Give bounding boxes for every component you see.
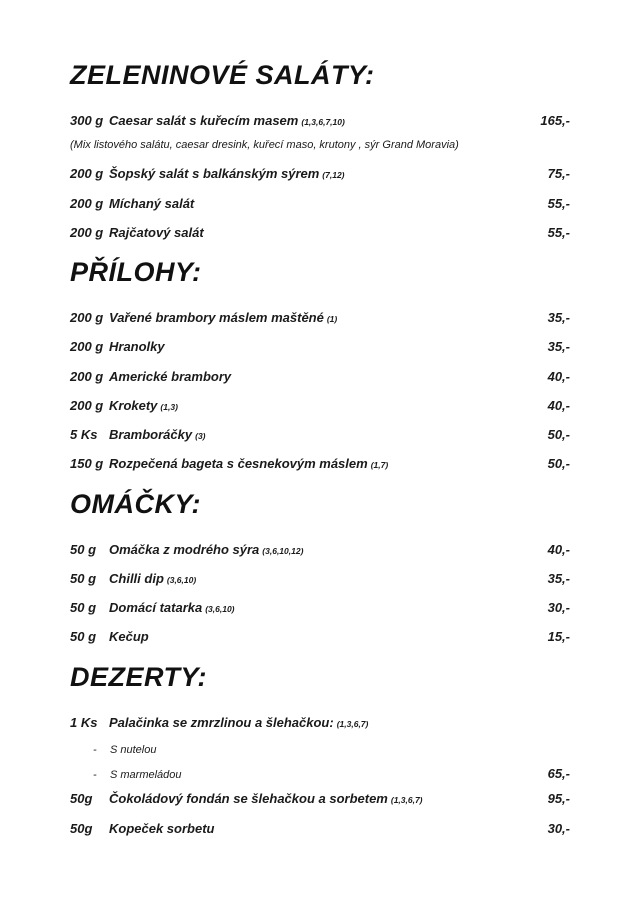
- item-name-group: [109, 715, 560, 731]
- item-name: Caesar salát s kuřecím masem: [109, 113, 299, 128]
- item-price: 35,-: [547, 339, 570, 355]
- item-name: Omáčka z modrého sýra: [109, 541, 260, 557]
- menu-section: [70, 662, 570, 837]
- item-name: Kopeček sorbetu: [109, 820, 215, 836]
- item-allergens: (1,3,6,7): [390, 795, 423, 806]
- item-note: (Mix listového salátu, caesar dresink, kuřecí maso, krutony , sýr Grand Moravia): [70, 139, 459, 152]
- item-name-group: [109, 571, 538, 587]
- item-name: Americké brambory: [109, 368, 232, 384]
- menu-section: [70, 257, 570, 473]
- item-quantity: 5 Ks: [70, 427, 98, 443]
- item-quantity: 50g: [70, 820, 93, 836]
- item-name-group: [109, 225, 538, 241]
- item-allergens: (3,6,10): [166, 574, 197, 585]
- section-heading: DEZERTY:: [70, 661, 208, 692]
- item-name: Hranolky: [109, 339, 165, 355]
- item-name-group: [109, 629, 538, 645]
- item-price: 30,-: [547, 820, 570, 836]
- item-price: 95,-: [547, 791, 570, 807]
- item-price: 40,-: [547, 541, 570, 557]
- menu-section: [70, 489, 570, 646]
- item-quantity: 200 g: [70, 224, 104, 240]
- item-name: Domácí tatarka: [109, 600, 203, 616]
- item-name-group: [109, 427, 538, 443]
- item-allergens: (1,3,6,7): [336, 718, 369, 729]
- item-allergens: (1): [326, 314, 338, 325]
- sub-item-price: 65,-: [547, 766, 570, 782]
- section-heading: OMÁČKY:: [70, 488, 201, 519]
- item-name-group: [109, 166, 538, 182]
- item-name: Míchaný salát: [109, 195, 195, 211]
- item-quantity: 150 g: [70, 456, 104, 472]
- item-name: Bramboráčky: [109, 427, 193, 443]
- menu-item-row: [70, 629, 570, 645]
- item-price: 35,-: [547, 570, 570, 586]
- item-name: Kečup: [109, 629, 149, 645]
- item-quantity: 50 g: [70, 541, 97, 557]
- item-name-group: [109, 821, 538, 837]
- item-price: 75,-: [547, 166, 570, 182]
- item-allergens: (3,6,10,12): [262, 545, 304, 556]
- menu-item-row: [70, 398, 570, 414]
- item-name-group: [109, 542, 538, 558]
- item-name: Vařené brambory máslem maštěné: [109, 310, 324, 326]
- item-price: 50,-: [547, 427, 570, 443]
- item-name-group: [109, 196, 538, 212]
- item-quantity: 200 g: [70, 195, 104, 211]
- item-price: 55,-: [547, 195, 570, 211]
- sub-item-name: S nutelou: [110, 743, 157, 756]
- item-quantity: 200 g: [70, 368, 104, 384]
- section-heading: PŘÍLOHY:: [70, 257, 202, 288]
- item-price: 30,-: [547, 600, 570, 616]
- item-quantity: 200 g: [70, 166, 104, 182]
- item-quantity: 200 g: [70, 310, 104, 326]
- menu-item-row: [70, 791, 570, 807]
- item-name: Rajčatový salát: [109, 224, 204, 240]
- item-name-group: [109, 339, 538, 355]
- menu-item-row: [70, 715, 570, 731]
- menu-item-row: [70, 339, 570, 355]
- item-allergens: (1,7): [370, 460, 389, 471]
- item-quantity: 200 g: [70, 339, 104, 355]
- menu-item-row: [70, 369, 570, 385]
- item-name: Chilli dip: [109, 570, 164, 586]
- item-quantity: 1 Ks: [70, 714, 98, 730]
- item-name-group: [109, 456, 538, 472]
- item-name: Krokety: [109, 397, 158, 413]
- sub-item-bullet: -: [93, 743, 97, 756]
- item-quantity: 50 g: [70, 629, 97, 645]
- item-name-group: [109, 791, 538, 807]
- item-name-group: [109, 369, 538, 385]
- menu-section: [70, 60, 570, 241]
- menu-item-row: [70, 600, 570, 616]
- section-heading: ZELENINOVÉ SALÁTY:: [70, 60, 375, 90]
- item-name: Rozpečená bageta s česnekovým máslem: [109, 456, 368, 472]
- item-name-group: [109, 310, 538, 326]
- menu-item-row: [70, 113, 570, 129]
- item-allergens: (3): [195, 431, 206, 442]
- item-price: 40,-: [547, 368, 570, 384]
- menu-item-row: [70, 225, 570, 241]
- sub-item-name: S marmeládou: [110, 769, 182, 782]
- item-allergens: (3,6,10): [205, 604, 235, 615]
- menu-sub-item-row: [70, 766, 570, 782]
- item-quantity: 50 g: [70, 600, 97, 616]
- menu-item-row: [70, 310, 570, 326]
- item-price: 50,-: [547, 456, 570, 472]
- item-quantity: 300 g: [70, 113, 104, 128]
- item-allergens: (1,3,6,7,10): [301, 117, 345, 127]
- menu-item-row: [70, 456, 570, 472]
- item-name: Čokoládový fondán se šlehačkou a sorbetem: [109, 791, 388, 807]
- item-allergens: (1,3): [160, 401, 178, 412]
- item-name-group: [109, 600, 538, 616]
- item-price: 165,-: [540, 113, 570, 128]
- menu-item-row: [70, 821, 570, 837]
- menu-item-row: [70, 196, 570, 212]
- item-quantity: 50 g: [70, 570, 97, 586]
- item-name-group: [109, 398, 538, 414]
- item-quantity: 50g: [70, 791, 93, 807]
- item-name-group: [109, 113, 530, 129]
- item-price: 15,-: [547, 629, 570, 645]
- item-price: 40,-: [547, 397, 570, 413]
- menu-item-row: [70, 166, 570, 182]
- item-price: 35,-: [547, 310, 570, 326]
- item-name: Palačinka se zmrzlinou a šlehačkou:: [109, 714, 334, 730]
- sub-item-bullet: -: [93, 769, 97, 782]
- item-name: Šopský salát s balkánským sýrem: [109, 166, 320, 182]
- item-quantity: 200 g: [70, 397, 104, 413]
- menu-item-row: [70, 542, 570, 558]
- item-allergens: (7,12): [322, 170, 345, 181]
- menu-item-row: [70, 571, 570, 587]
- menu-item-row: [70, 427, 570, 443]
- item-price: 55,-: [547, 224, 570, 240]
- menu-sub-item-row: [70, 744, 570, 757]
